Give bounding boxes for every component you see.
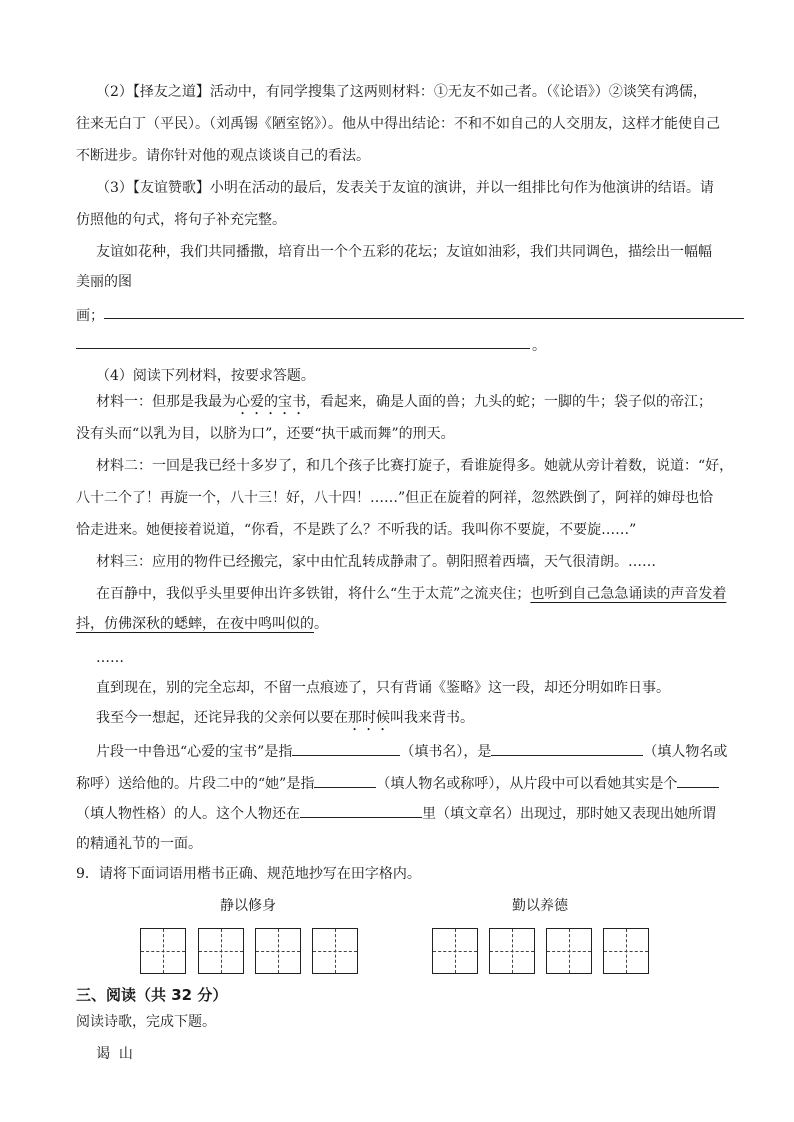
q4-material-3-underlined-b: 抖，仿佛深秋的蟋蟀，在夜中鸣叫似的 [76, 616, 314, 632]
q4-blank-article-name[interactable] [300, 799, 422, 818]
q4-intro: （4）阅读下列材料，按要求答题。 [96, 368, 315, 384]
q3-example-line-2: 美丽的图 [76, 274, 132, 290]
grid-cell-1-3[interactable] [255, 928, 301, 974]
q4-material-3-underlined-a: 也听到自己急急诵读的声音发着 [530, 586, 727, 602]
q4-answer-text-3a: （填人物性格）的人。这个人物还在 [76, 806, 300, 822]
grid-cell-2-2[interactable] [489, 928, 535, 974]
q3-answer-blank-1[interactable] [104, 318, 744, 319]
section-3-instruction: 阅读诗歌，完成下题。 [76, 1014, 216, 1030]
q4-answer-line-3 [76, 798, 748, 830]
q4-material-1-text-b: ，看起来，确是人面的兽；九头的蛇；一脚的牛；袋子似的帝江； [306, 394, 712, 410]
q3-answer-blank-2[interactable] [76, 348, 530, 349]
q4-material-3-dotted: 那时候 [348, 710, 390, 726]
q4-blank-book-name[interactable] [292, 737, 400, 756]
q4-answer-line-1 [96, 736, 768, 768]
q4-answer-text-2b: （填人物名或称呼），从片段中可以看她其实是个 [376, 776, 678, 792]
q4-material-3-line-5 [96, 702, 768, 734]
grid-cell-1-1[interactable] [140, 928, 186, 974]
grid-cell-2-1[interactable] [432, 928, 478, 974]
q4-material-3-text-d: 叫我来背书。 [390, 710, 474, 726]
q4-material-3-line-4: 直到现在，别的完全忘却，不留一点痕迹了，只有背诵《鉴略》这一段，却还分明如昨日事。 [96, 680, 670, 696]
q3-example-line-3: 画； [76, 308, 104, 324]
q4-answer-text-2a: 称呼）送给他的。片段二中的“她”是指 [76, 776, 315, 792]
q2-line-2: 往来无白丁（平民）。（刘禹锡《陋室铭》）。他从中得出结论：不和不如自己的人交朋友，这样才能使自己 [76, 116, 720, 132]
q4-material-1-text-a: 材料一：但那是我最为 [96, 394, 236, 410]
q2-line-1: （2）【择友之道】活动中，有同学搜集了这两则材料：①无友不如己者。（《论语》）②谈笑有鸿儒， [96, 84, 707, 100]
q4-material-3-text-c: 我至今一想起，还诧异我的父亲何以要在 [96, 710, 348, 726]
q3-example-line-1: 友谊如花种，我们共同播撒，培育出一个个五彩的花坛；友谊如油彩，我们共同调色，描绘出一幅幅 [96, 244, 712, 260]
q4-blank-personality[interactable] [677, 769, 719, 788]
q4-material-1-line-2: 没有头而“以乳为目，以脐为口”，还要“执干戚而舞”的刑天。 [76, 426, 455, 442]
q4-material-3-line-1: 材料三：应用的物件已经搬完，家中由忙乱转成静肃了。朝阳照着西墙，天气很清朗。…… [96, 554, 656, 570]
q4-answer-line-4: 的精通礼节的一面。 [76, 836, 202, 852]
q2-line-3: 不断进步。请你针对他的观点谈谈自己的看法。 [76, 148, 370, 164]
grid-cell-1-2[interactable] [198, 928, 244, 974]
q4-blank-she-name[interactable] [314, 769, 376, 788]
q4-answer-line-2 [76, 768, 748, 800]
q4-answer-text-1c: （填人物名或 [643, 744, 728, 760]
q4-answer-text-3b: 里（填文章名）出现过，那时她又表现出她所谓 [422, 806, 716, 822]
grid-cell-2-4[interactable] [603, 928, 649, 974]
q4-material-3-text-a: 在百静中，我似乎头里要伸出许多铁钳，将什么“生于太荒”之流夹住； [96, 586, 531, 602]
q4-material-3-line-3 [76, 608, 748, 640]
q4-answer-text-1a: 片段一中鲁迅“心爱的宝书”是指 [96, 744, 293, 760]
q4-ellipsis: …… [96, 650, 124, 666]
q4-material-2-line-1: 材料二：一回是我已经十多岁了，和几个孩子比赛打旋子，看谁旋得多。她就从旁计着数，说道：“好， [96, 458, 734, 474]
q4-blank-giver-name[interactable] [491, 737, 643, 756]
section-3-title: 三、阅读（共 32 分） [76, 986, 228, 1004]
q4-material-1-line-1 [96, 386, 768, 418]
q4-answer-text-1b: （填书名），是 [400, 744, 492, 760]
q9-phrase-1: 静以修身 [220, 898, 276, 914]
q4-material-3-line-2 [96, 578, 768, 610]
q3-line-1: （3）【友谊赞歌】小明在活动的最后，发表关于友谊的演讲，并以一组排比句作为他演讲的结语。请 [96, 180, 714, 196]
grid-cell-2-3[interactable] [546, 928, 592, 974]
q3-line-2: 仿照他的句式，将句子补充完整。 [76, 212, 286, 228]
q9-prompt: 9．请将下面词语用楷书正确、规范地抄写在田字格内。 [76, 866, 421, 882]
q4-material-1-dotted: 心爱的宝书 [236, 394, 306, 410]
poem-title: 谒 山 [96, 1046, 133, 1062]
q4-material-2-line-3: 恰走进来。她便接着说道，“你看，不是跌了么？不听我的话。我叫你不要旋，不要旋……” [76, 522, 637, 538]
q3-end-mark: 。 [532, 338, 546, 354]
q4-material-2-line-2: 八十二个了！再旋一个，八十三！好，八十四！……”但正在旋着的阿祥，忽然跌倒了，阿祥的婶母也恰 [76, 490, 714, 506]
q4-material-3-text-b: 。 [314, 616, 328, 632]
q9-phrase-2: 勤以养德 [512, 898, 568, 914]
grid-cell-1-4[interactable] [312, 928, 358, 974]
